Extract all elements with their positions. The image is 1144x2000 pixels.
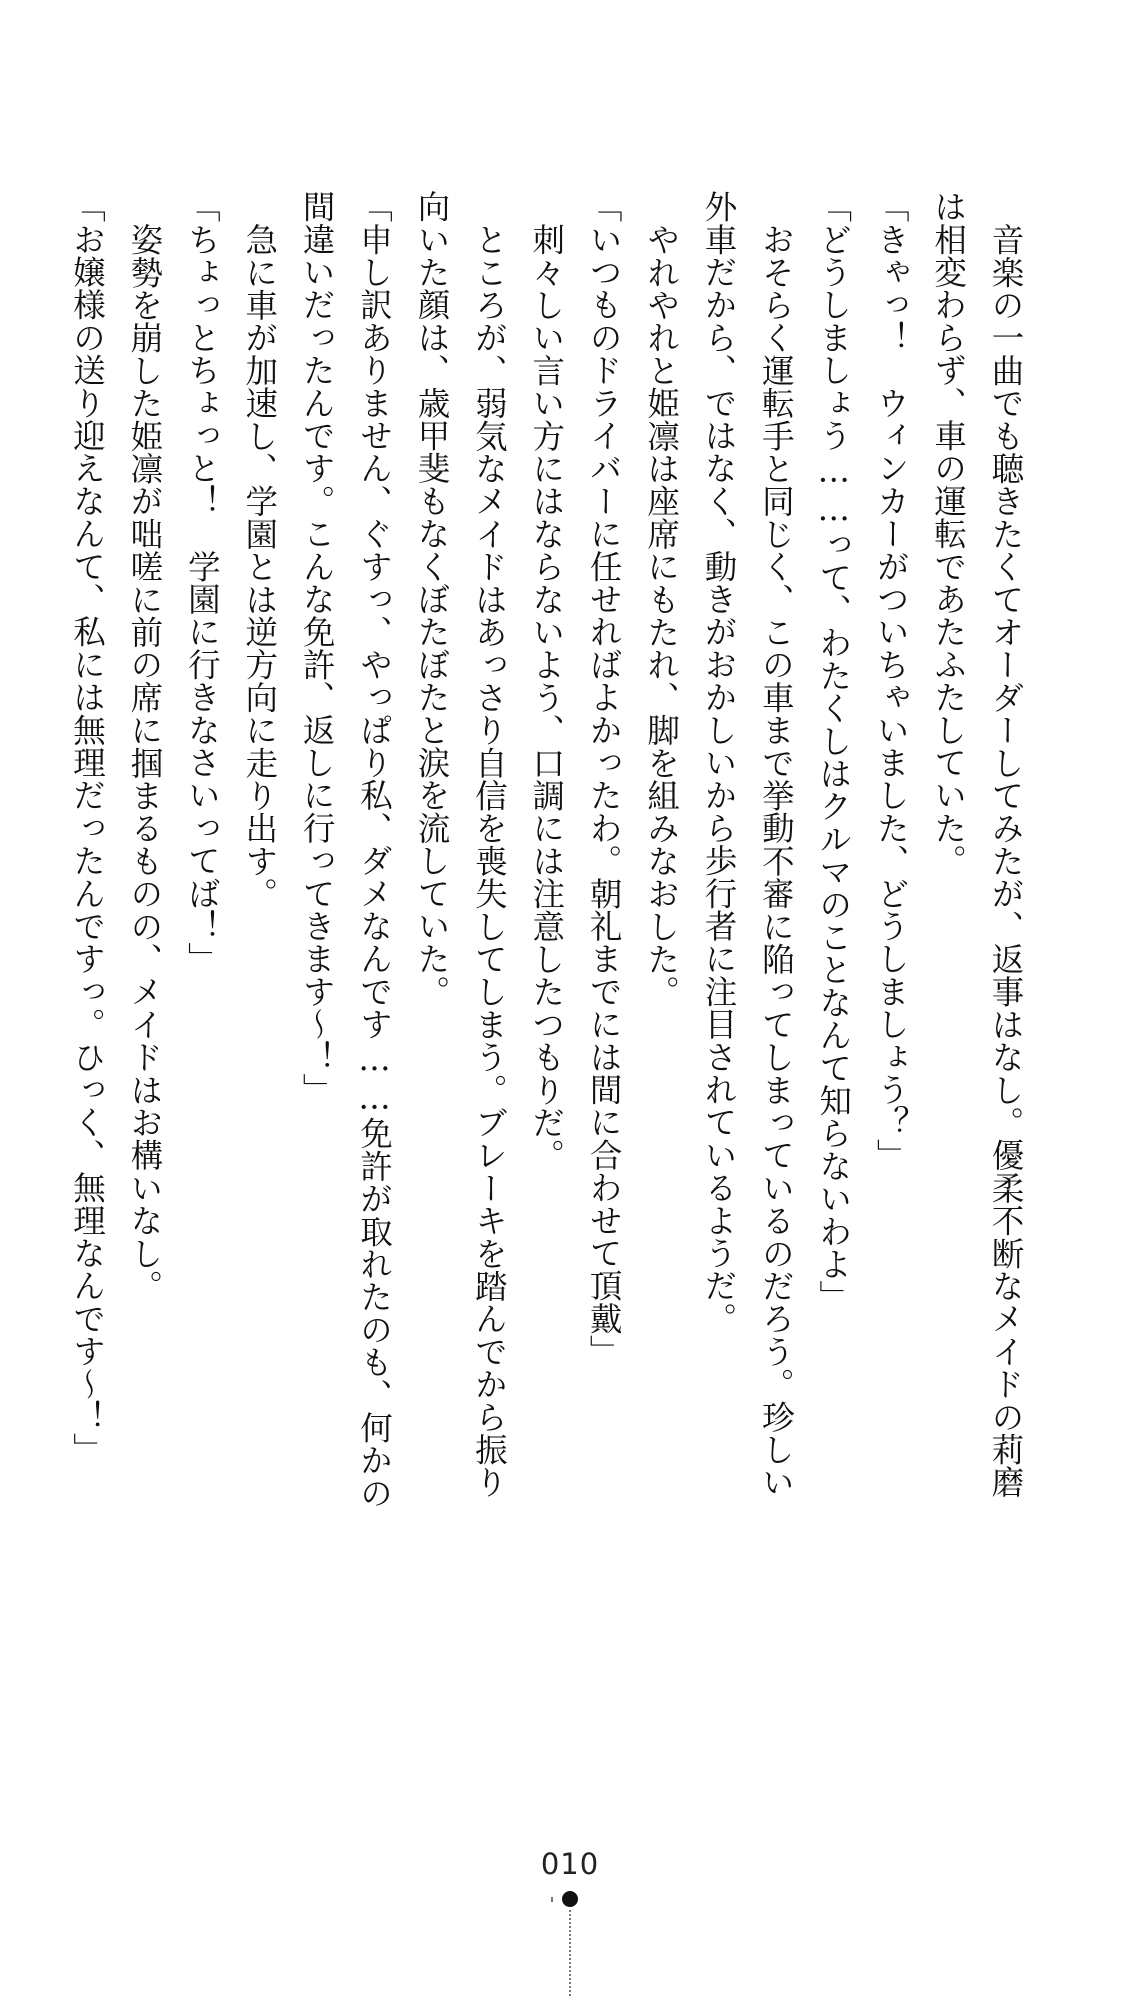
folio-tick-mark (551, 1897, 553, 1902)
text-line: 間違いだったんです。こんな免許、返しに行ってきます～！」 (298, 190, 337, 1106)
text-line: 姿勢を崩した姫凛が咄嗟に前の席に掴まるものの、メイドはお構いなし。 (125, 222, 164, 1302)
text-line: 「いつものドライバーに任せればよかったわ。朝礼までには間に合わせて頂戴」 (585, 190, 624, 1368)
text-line: ところが、弱気なメイドはあっさり自信を喪失してしまう。ブレーキを踏んでから振り (470, 222, 509, 1498)
text-line: 「どうしましょう……って、わたくしはクルマのことなんて知らないわよ」 (814, 190, 853, 1313)
vertical-text-body (58, 190, 1034, 1670)
text-line: 急に車が加速し、学園とは逆方向に走り出す。 (240, 222, 279, 910)
text-line: 刺々しい言い方にはならないよう、口調には注意したつもりだ。 (527, 222, 566, 1171)
text-line: 「きゃっ！ ウィンカーがついちゃいました、どうしましょう？」 (872, 190, 911, 1171)
text-line: おそらく運転手と同じく、この車まで挙動不審に陥ってしまっているのだろう。珍しい (757, 222, 796, 1498)
text-line: は相変わらず、車の運転であたふたしていた。 (929, 190, 968, 877)
folio-dotted-rule (569, 1910, 571, 1996)
text-line: 「申し訳ありません、ぐすっ、やっぱり私、ダメなんです……免許が取れたのも、何かの (355, 190, 394, 1509)
text-line: やれやれと姫凛は座席にもたれ、脚を組みなおした。 (642, 222, 681, 1008)
page-number: 010 (540, 1847, 600, 1881)
folio-dot-icon (562, 1891, 578, 1907)
text-line: 「ちょっとちょっと！ 学園に行きなさいってば！」 (183, 190, 222, 975)
text-line: 音楽の一曲でも聴きたくてオーダーしてみたが、返事はなし。優柔不断なメイドの莉磨 (987, 222, 1025, 1498)
text-line: 「お嬢様の送り迎えなんて、私には無理だったんですっ。ひっく、無理なんです～！」 (68, 190, 107, 1466)
text-line: 向いた顔は、歳甲斐もなくぼたぼたと涙を流していた。 (412, 190, 451, 1008)
text-line: 外車だから、ではなく、動きがおかしいから歩行者に注目されているようだ。 (699, 190, 738, 1335)
